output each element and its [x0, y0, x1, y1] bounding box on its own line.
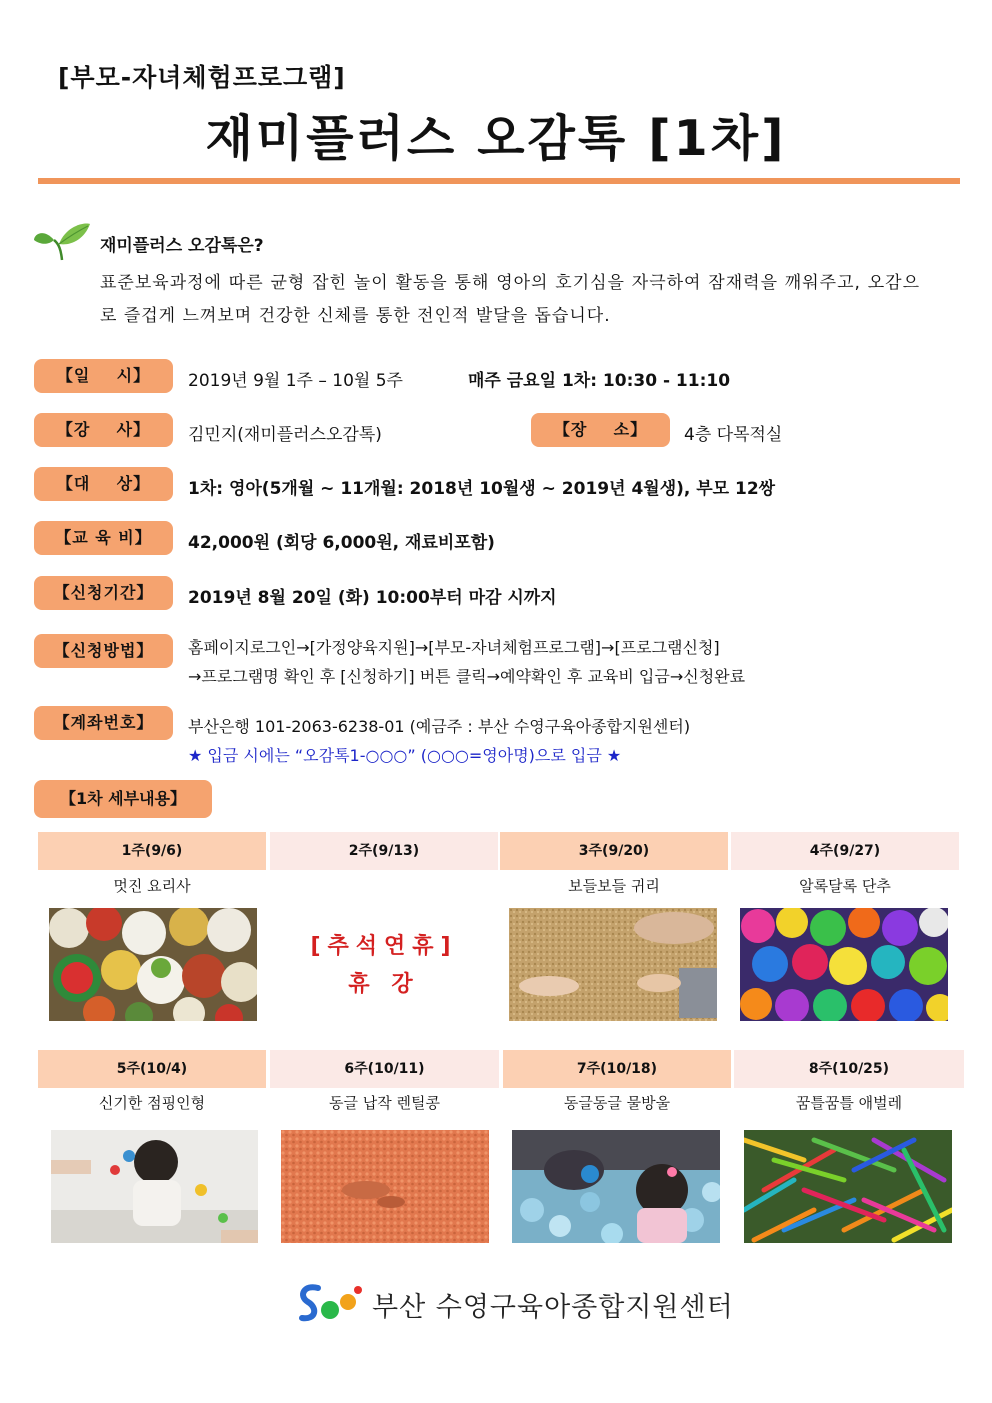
week-7-title: 동글동글 물방울: [563, 1094, 671, 1112]
week-6-title: 동글 납작 렌틸콩: [329, 1094, 440, 1112]
holiday-notice: [270, 928, 498, 1004]
date-label: 【일 시】: [34, 359, 173, 393]
about-description: 표준보육과정에 따른 균형 잡힌 놀이 활동을 통해 영아의 호기심을 자극하여 잠재력을 깨워주고, 오감으로 즐겁게 느껴보며 건강한 신체를 통한 전인적 발달을 돕습니다.: [100, 273, 920, 326]
center-logo-icon: [296, 1280, 366, 1326]
target-value: 1차: 영아(5개월 ~ 11개월: 2018년 10월생 ~ 2019년 4월생), 부모 12쌍: [188, 479, 776, 499]
fee-label: 【교 육 비】: [34, 521, 173, 555]
week-4-head: 4주(9/27): [731, 832, 959, 870]
title-divider: [38, 178, 960, 184]
week-5-photo-jumping-doll: [51, 1130, 258, 1243]
method-label: 【신청방법】: [34, 634, 173, 668]
holiday-no-class: 휴 강: [348, 972, 420, 997]
about-heading: 재미플러스 오감톡은?: [100, 236, 264, 256]
week-3-photo-oats: [509, 908, 717, 1021]
week-1-title: 멋진 요리사: [113, 877, 191, 895]
week-1-head: 1주(9/6): [38, 832, 266, 870]
week-5-title: 신기한 점핑인형: [98, 1094, 206, 1112]
week-7-photo-water-beads: [512, 1130, 720, 1243]
sprout-leaf-icon: [32, 220, 92, 264]
week-8-title: 꿈틀꿈틀 애벌레: [795, 1094, 903, 1112]
place-label: 【장 소】: [531, 413, 670, 447]
instructor-label: 【강 사】: [34, 413, 173, 447]
deposit-note: ★ 입금 시에는 “오감톡1-○○○” (○○○=영아명)으로 입금 ★: [188, 746, 622, 765]
period-label: 【신청기간】: [34, 576, 173, 610]
organization-name: 부산 수영구육아종합지원센터: [372, 1292, 734, 1323]
week-4-photo-buttons: [740, 908, 948, 1021]
week-8-photo-caterpillar-sticks: [744, 1130, 952, 1243]
week-3-head: 3주(9/20): [500, 832, 728, 870]
week-2-head: 2주(9/13): [270, 832, 498, 870]
program-category: [부모-자녀체험프로그램]: [58, 63, 346, 92]
week-1-photo-toy-food: [49, 908, 257, 1021]
week-3-title: 보들보들 귀리: [568, 877, 660, 895]
week-5-head: 5주(10/4): [38, 1050, 266, 1088]
week-6-photo-lentils: [281, 1130, 489, 1243]
page-title: 재미플러스 오감톡 [1차]: [205, 110, 787, 167]
place-value: 4층 다목적실: [684, 425, 783, 445]
method-line-2: →프로그램명 확인 후 [신청하기] 버튼 클릭→예약확인 후 교육비 입금→신청완료: [188, 667, 746, 686]
details-section-label: 【1차 세부내용】: [34, 780, 212, 818]
week-7-head: 7주(10/18): [503, 1050, 731, 1088]
period-value: 2019년 8월 20일 (화) 10:00부터 마감 시까지: [188, 588, 557, 608]
target-label: 【대 상】: [34, 467, 173, 501]
fee-value: 42,000원 (회당 6,000원, 재료비포함): [188, 533, 495, 553]
week-6-head: 6주(10/11): [270, 1050, 499, 1088]
week-4-title: 알록달록 단추: [799, 877, 891, 895]
instructor-value: 김민지(재미플러스오감톡): [188, 425, 382, 445]
account-label: 【계좌번호】: [34, 706, 173, 740]
method-line-1: 홈페이지로그인→[가정양육지원]→[부모-자녀체험프로그램]→[프로그램신청]: [188, 638, 720, 657]
date-value: 2019년 9월 1주 – 10월 5주: [188, 371, 403, 391]
account-value: 부산은행 101-2063-6238-01 (예금주 : 부산 수영구육아종합지원센터): [188, 717, 691, 736]
date-time: 매주 금요일 1차: 10:30 - 11:10: [468, 371, 731, 391]
week-8-head: 8주(10/25): [734, 1050, 964, 1088]
holiday-title: [추석연휴]: [310, 934, 458, 959]
